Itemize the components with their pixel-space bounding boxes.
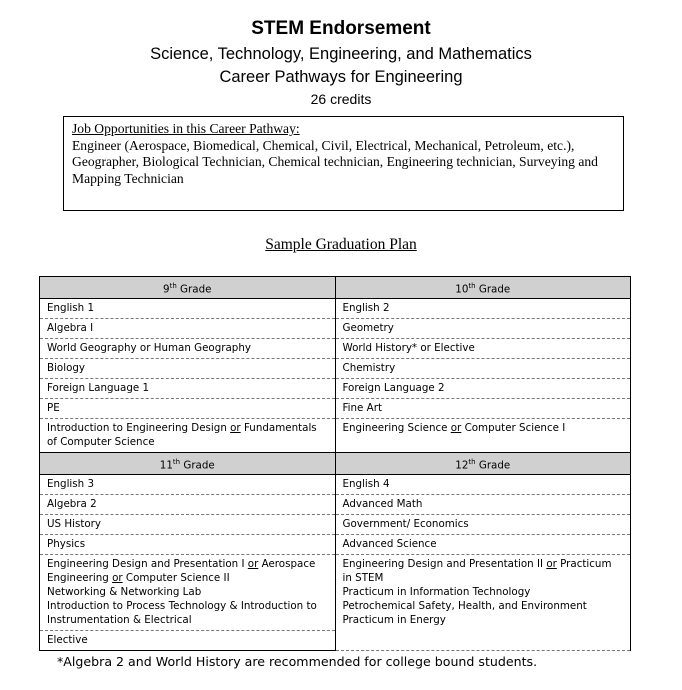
- table-cell: English 1: [40, 299, 336, 319]
- table-cell: English 2: [335, 299, 631, 319]
- table-cell: Engineering Design and Presentation I or Aerospace Engineering or Computer Science II Networking & Networking Lab Introduction to Process Technology & Introduction to Instrumentation & Electrical: [40, 555, 336, 631]
- table-cell: PE: [40, 399, 336, 419]
- grade-12-header: 12th Grade: [335, 453, 631, 475]
- grade-9-header: 9th Grade: [40, 277, 336, 299]
- table-cell: Government/ Economics: [335, 515, 631, 535]
- table-cell: Physics: [40, 535, 336, 555]
- table-cell: Chemistry: [335, 359, 631, 379]
- credits-label: 26 credits: [310, 91, 372, 107]
- page-title: STEM Endorsement: [251, 18, 431, 39]
- table-cell: World History* or Elective: [335, 339, 631, 359]
- job-opportunities-box: [63, 116, 624, 211]
- table-cell: Foreign Language 1: [40, 379, 336, 399]
- job-opportunities-text: Engineer (Aerospace, Biomedical, Chemical, Civil, Electrical, Mechanical, Petroleum, etc.), Geographer, Biological Technician, Chemical technician, Engineering technician, Surveying and Mapping Technician: [72, 137, 598, 186]
- table-cell: Algebra 2: [40, 495, 336, 515]
- table-cell: Geometry: [335, 319, 631, 339]
- footnote: *Algebra 2 and World History are recommended for college bound students.: [57, 654, 538, 669]
- table-cell: Engineering Science or Computer Science I: [335, 419, 631, 453]
- table-cell: English 3: [40, 475, 336, 495]
- table-cell: World Geography or Human Geography: [40, 339, 336, 359]
- table-cell: Biology: [40, 359, 336, 379]
- table-cell: US History: [40, 515, 336, 535]
- table-cell: English 4: [335, 475, 631, 495]
- table-cell: Introduction to Engineering Design or Fundamentals of Computer Science: [40, 419, 336, 453]
- table-cell: Engineering Design and Presentation II or Practicum in STEM Practicum in Information Technology Petrochemical Safety, Health, and Environment Practicum in Energy: [335, 555, 631, 651]
- table-cell: Foreign Language 2: [335, 379, 631, 399]
- graduation-plan-table: [39, 276, 631, 651]
- table-cell: Fine Art: [335, 399, 631, 419]
- grade-10-header: 10th Grade: [335, 277, 631, 299]
- table-cell: Advanced Math: [335, 495, 631, 515]
- grade-11-header: 11th Grade: [40, 453, 336, 475]
- career-pathway-title: Career Pathways for Engineering: [219, 68, 463, 86]
- table-cell: Algebra I: [40, 319, 336, 339]
- table-cell: Elective: [40, 631, 336, 651]
- graduation-plan-title: Sample Graduation Plan: [265, 236, 417, 253]
- endorsement-subtitle: Science, Technology, Engineering, and Mathematics: [150, 45, 532, 63]
- job-opportunities-heading: Job Opportunities in this Career Pathway:: [72, 121, 300, 136]
- table-cell: Advanced Science: [335, 535, 631, 555]
